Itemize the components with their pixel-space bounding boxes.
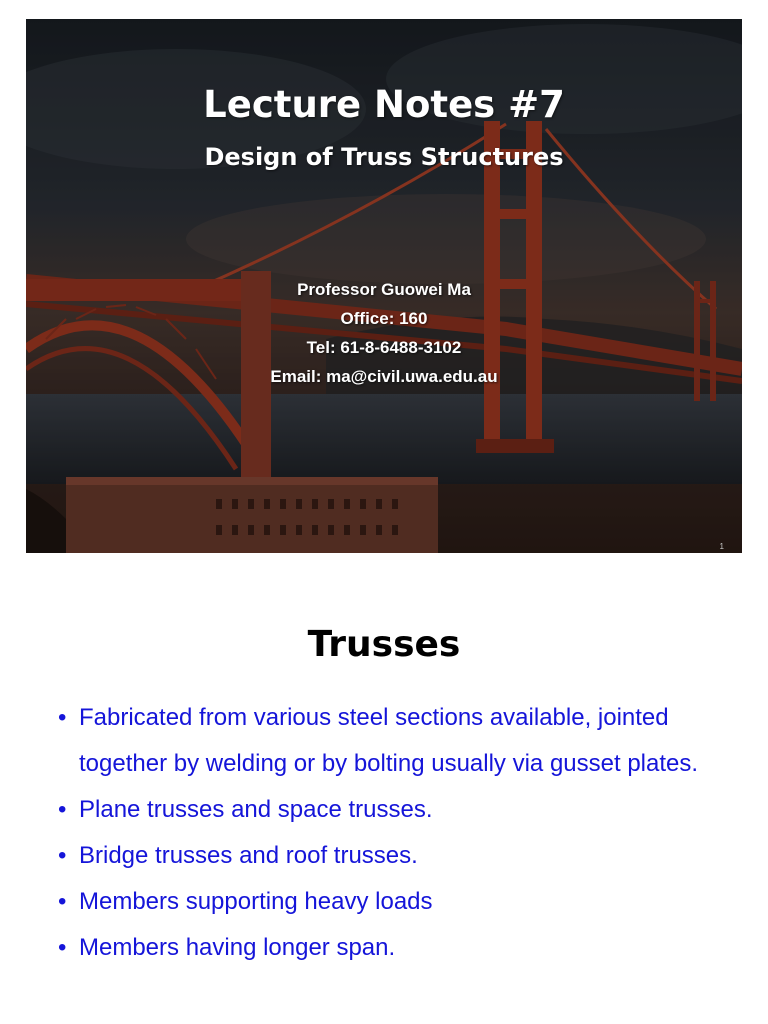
- list-item: • Bridge trusses and roof trusses.: [54, 833, 734, 879]
- trusses-slide: [26, 600, 742, 1024]
- title-slide: [26, 19, 742, 553]
- slide-title: Trusses: [307, 624, 461, 665]
- telephone: Tel: 61-8-6488-3102: [306, 338, 462, 357]
- bullet-list: [54, 695, 734, 971]
- lecture-title: Lecture Notes #7: [203, 83, 565, 126]
- page-number: 1: [719, 542, 724, 551]
- office-number: Office: 160: [340, 309, 428, 328]
- email: Email: ma@civil.uwa.edu.au: [270, 367, 498, 386]
- contact-block: [26, 275, 742, 391]
- lecture-subtitle: Design of Truss Structures: [204, 143, 564, 171]
- list-item: • Members supporting heavy loads: [54, 879, 734, 925]
- list-item: • Fabricated from various steel sections available, jointed together by welding or by bolting usually via gusset plates.: [54, 695, 734, 787]
- list-item: • Plane trusses and space trusses.: [54, 787, 734, 833]
- professor-name: Professor Guowei Ma: [297, 280, 471, 299]
- list-item: • Members having longer span.: [54, 925, 734, 971]
